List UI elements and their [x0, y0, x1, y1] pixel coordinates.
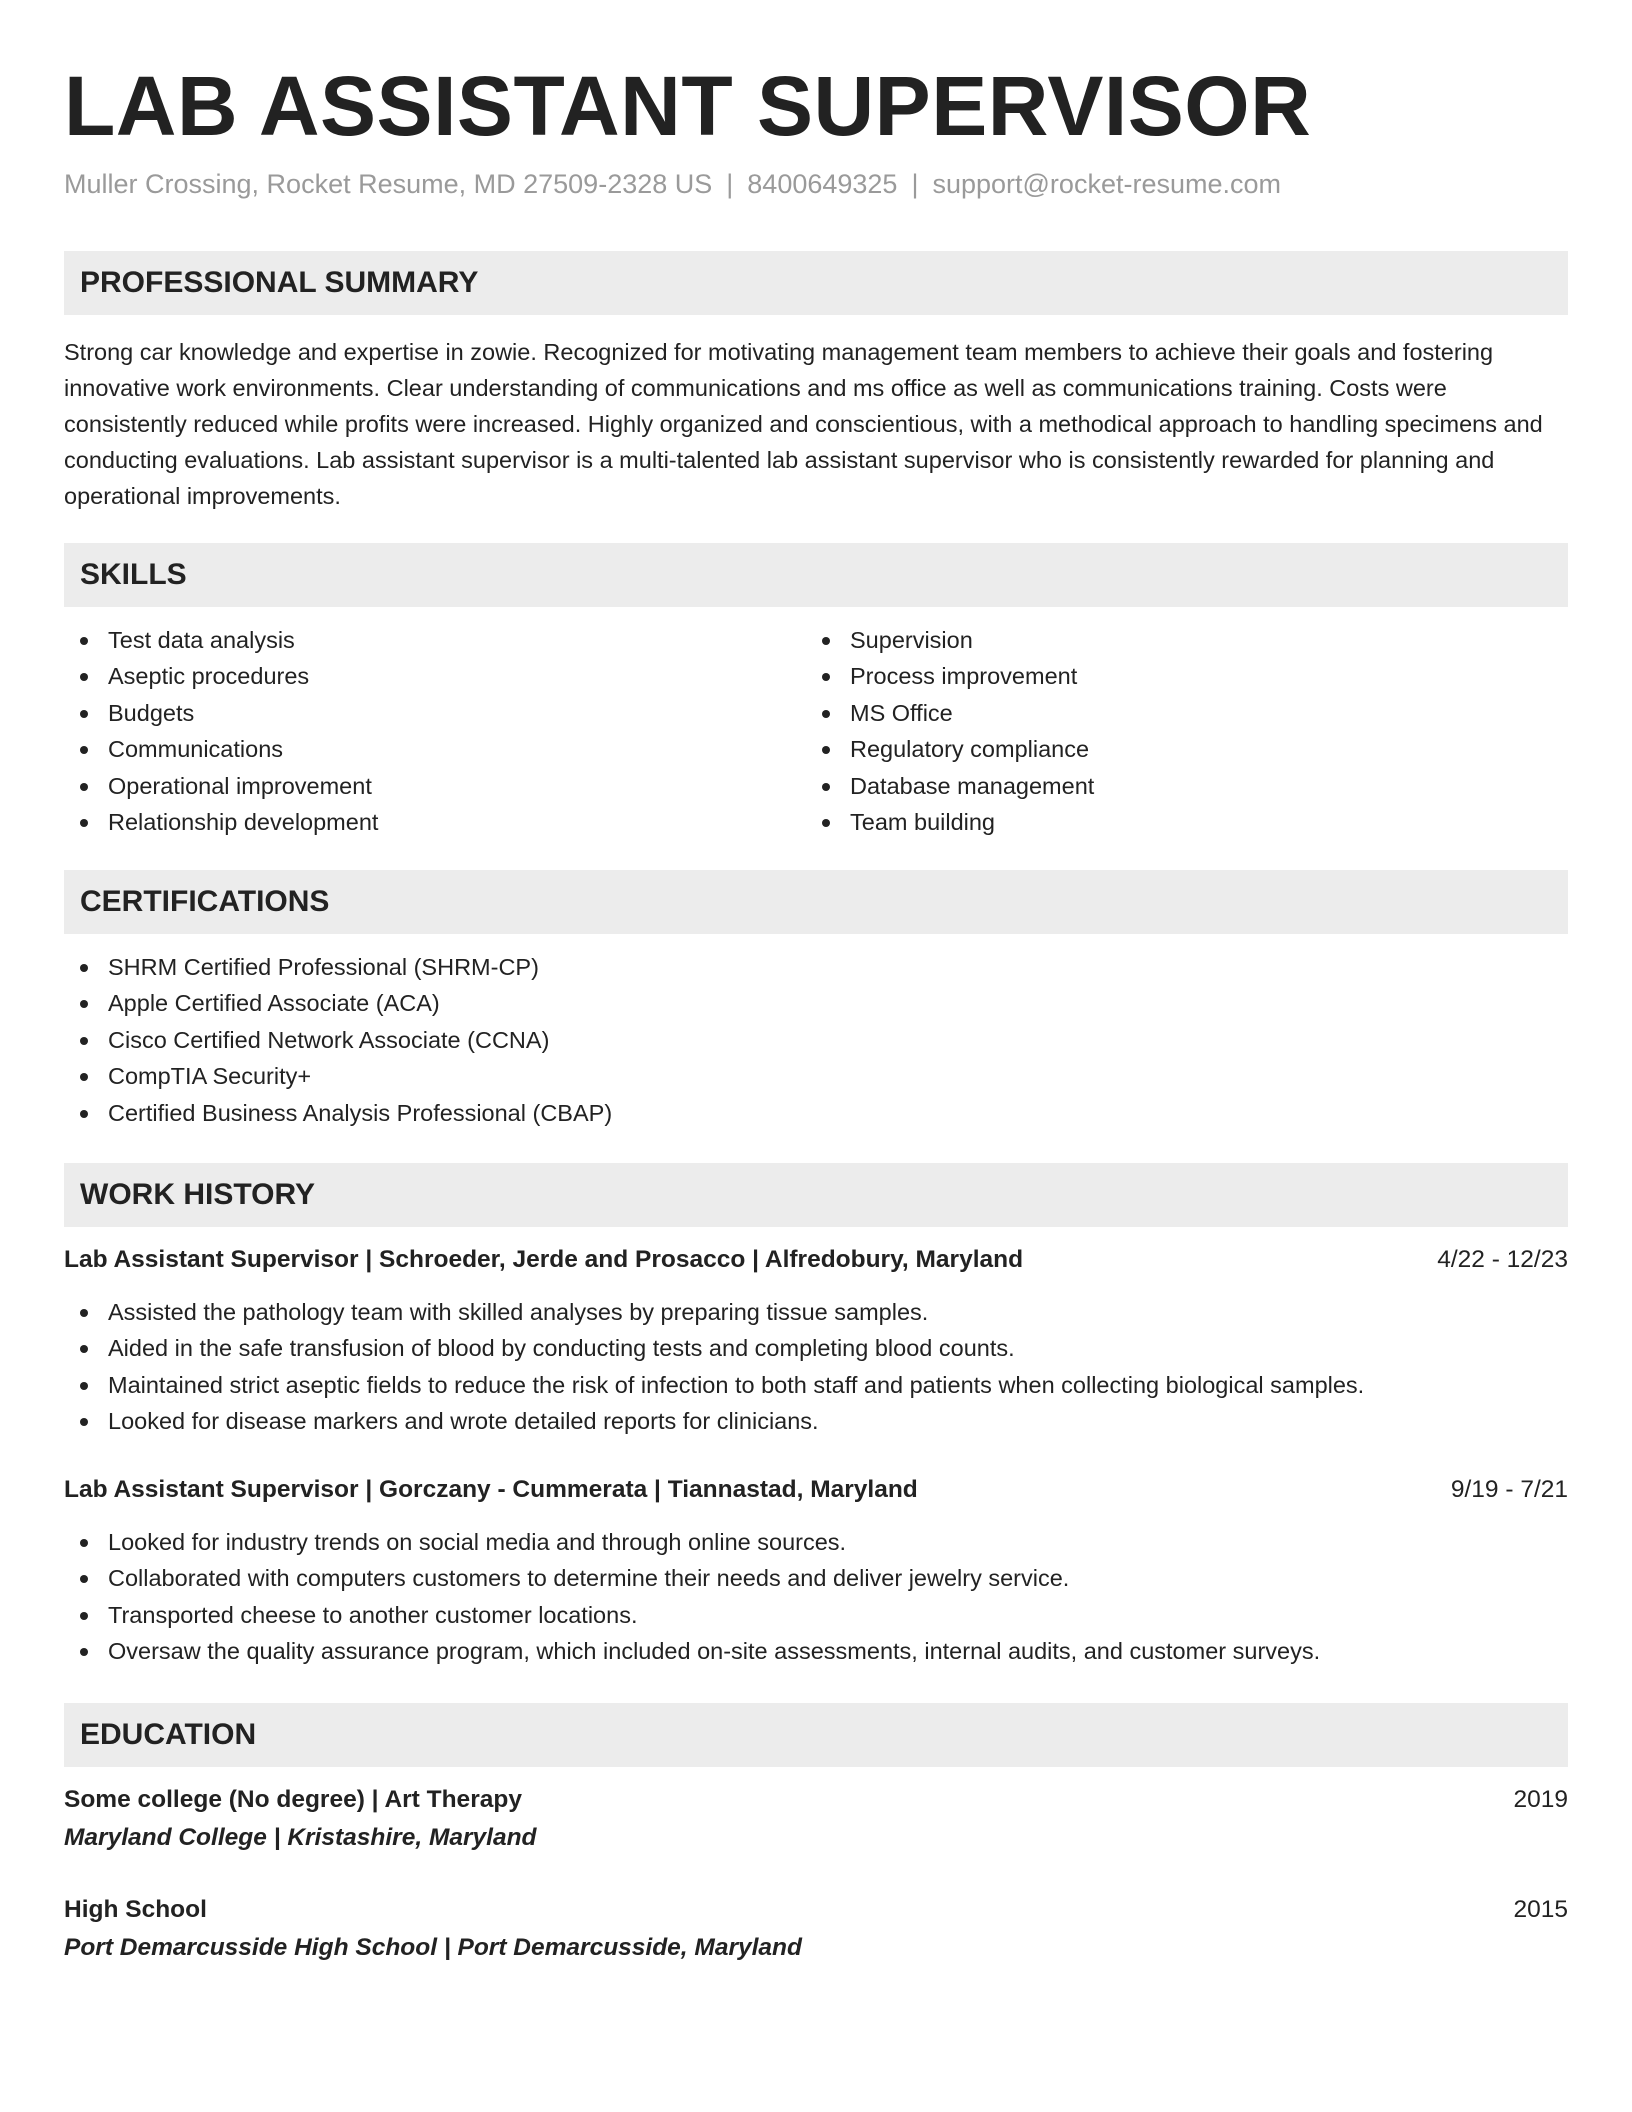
section-title: WORK HISTORY [80, 1178, 316, 1211]
section-title: SKILLS [80, 558, 187, 591]
skill-item: Supervision [806, 622, 1094, 658]
skill-item: Regulatory compliance [806, 731, 1094, 767]
job-duty-item: Oversaw the quality assurance program, which included on-site assessments, internal audits, and customer surveys. [64, 1633, 1320, 1669]
candidate-name: LAB ASSISTANT SUPERVISOR [64, 59, 1312, 153]
job-duty-item: Looked for disease markers and wrote detailed reports for clinicians. [64, 1403, 1364, 1439]
certification-item: Cisco Certified Network Associate (CCNA) [64, 1022, 612, 1058]
section-title: EDUCATION [80, 1718, 257, 1751]
job-duty-item: Assisted the pathology team with skilled analyses by preparing tissue samples. [64, 1294, 1364, 1330]
contact-email: support@rocket-resume.com [932, 169, 1281, 199]
job-dates: 4/22 - 12/23 [1437, 1246, 1568, 1273]
contact-separator: | [911, 169, 919, 199]
job-duty-item: Collaborated with computers customers to determine their needs and deliver jewelry service. [64, 1560, 1320, 1596]
skill-item: Test data analysis [64, 622, 378, 658]
section-header-skills [64, 543, 1568, 607]
certification-item: Certified Business Analysis Professional (CBAP) [64, 1095, 612, 1131]
section-header-work-history [64, 1163, 1568, 1227]
skill-item: Database management [806, 768, 1094, 804]
education-year: 2019 [1513, 1786, 1568, 1813]
skill-item: Budgets [64, 695, 378, 731]
section-title: PROFESSIONAL SUMMARY [80, 266, 479, 299]
skill-item: Process improvement [806, 658, 1094, 694]
summary-text: Strong car knowledge and expertise in zowie. Recognized for motivating management team members to achieve their goals and fostering innovative work environments. Clear understanding of communications and ms office as well as communications training. Costs were consistently reduced while profits were increased. Highly organized and conscientious, with a methodical approach to handling specimens and conducting evaluations. Lab assistant supervisor is a multi-talented lab assistant supervisor who is consistently rewarded for planning and operational improvements. [64, 339, 1543, 509]
job-duties-list [64, 1524, 1320, 1670]
job-duty-item: Aided in the safe transfusion of blood by conducting tests and completing blood counts. [64, 1330, 1364, 1366]
section-header-education [64, 1703, 1568, 1767]
contact-address: Muller Crossing, Rocket Resume, MD 27509-2328 US [64, 169, 713, 199]
section-header-summary [64, 251, 1568, 315]
skill-item: Operational improvement [64, 768, 378, 804]
certification-item: SHRM Certified Professional (SHRM-CP) [64, 949, 612, 985]
contact-line [64, 166, 1281, 202]
education-school: Maryland College | Kristashire, Maryland [64, 1824, 537, 1851]
job-duties-list [64, 1294, 1364, 1440]
job-dates: 9/19 - 7/21 [1450, 1476, 1568, 1503]
skill-item: MS Office [806, 695, 1094, 731]
job-title: Lab Assistant Supervisor | Schroeder, Jerde and Prosacco | Alfredobury, Maryland [64, 1246, 1024, 1273]
skills-list-left [64, 622, 378, 840]
certification-item: CompTIA Security+ [64, 1058, 612, 1094]
certification-item: Apple Certified Associate (ACA) [64, 985, 612, 1021]
skill-item: Aseptic procedures [64, 658, 378, 694]
education-school: Port Demarcusside High School | Port Demarcusside, Maryland [64, 1934, 802, 1961]
job-duty-item: Transported cheese to another customer locations. [64, 1597, 1320, 1633]
job-title: Lab Assistant Supervisor | Gorczany - Cummerata | Tiannastad, Maryland [64, 1476, 918, 1503]
education-degree: Some college (No degree) | Art Therapy [64, 1786, 522, 1813]
skills-list-right [806, 622, 1094, 840]
section-header-certifications [64, 870, 1568, 934]
job-duty-item: Maintained strict aseptic fields to reduce the risk of infection to both staff and patients when collecting biological samples. [64, 1367, 1364, 1403]
skill-item: Communications [64, 731, 378, 767]
contact-separator: | [726, 169, 734, 199]
skill-item: Team building [806, 804, 1094, 840]
certifications-list [64, 949, 612, 1131]
job-duty-item: Looked for industry trends on social media and through online sources. [64, 1524, 1320, 1560]
education-degree: High School [64, 1896, 207, 1923]
education-year: 2015 [1513, 1896, 1568, 1923]
skill-item: Relationship development [64, 804, 378, 840]
section-title: CERTIFICATIONS [80, 885, 330, 918]
contact-phone: 8400649325 [747, 169, 898, 199]
